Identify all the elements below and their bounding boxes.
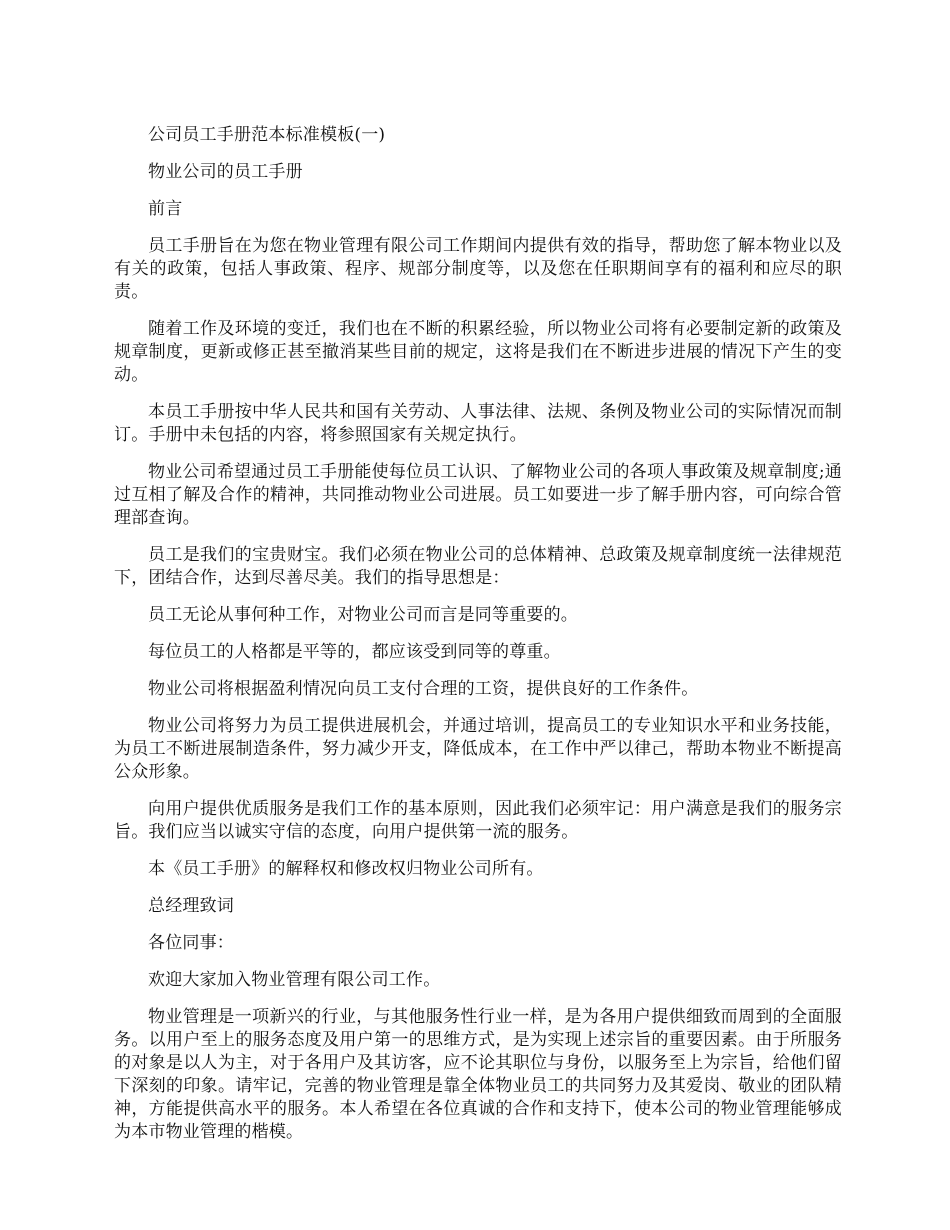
- paragraph: 物业公司将根据盈利情况向员工支付合理的工资，提供良好的工作条件。: [148, 679, 699, 699]
- paragraph: 物业公司希望通过员工手册能使每位员工认识、了解物业公司的各项人事政策及规章制度;通过互相了解及合作的精神，共同推动物业公司进展。员工如要进一步了解手册内容，可向综合管理部查询。: [114, 462, 842, 528]
- paragraph: 欢迎大家加入物业管理有限公司工作。: [148, 970, 441, 990]
- paragraph: 本《员工手册》的解释权和修改权归物业公司所有。: [148, 859, 544, 879]
- paragraph: 向用户提供优质服务是我们工作的基本原则，因此我们必须牢记：用户满意是我们的服务宗旨。我们应当以诚实守信的态度，向用户提供第一流的服务。: [114, 799, 842, 842]
- paragraph: 随着工作及环境的变迁，我们也在不断的积累经验，所以物业公司将有必要制定新的政策及规章制度，更新或修正甚至撤消某些目前的规定，这将是我们在不断进步进展的情况下产生的变动。: [114, 319, 842, 385]
- paragraph: 员工手册旨在为您在物业管理有限公司工作期间内提供有效的指导，帮助您了解本物业以及有关的政策，包括人事政策、程序、规部分制度等，以及您在任职期间享有的福利和应尽的职责。: [114, 236, 842, 302]
- paragraph: 员工无论从事何种工作，对物业公司而言是同等重要的。: [148, 605, 578, 625]
- section-heading-gm-address: 总经理致词: [148, 896, 234, 916]
- document-title: 公司员工手册范本标准模板(一): [148, 125, 386, 145]
- paragraph: 员工是我们的宝贵财宝。我们必须在物业公司的总体精神、总政策及规章制度统一法律规范下，团结合作，达到尽善尽美。我们的指导思想是：: [114, 545, 842, 588]
- salutation: 各位同事：: [148, 933, 234, 953]
- paragraph: 每位员工的人格都是平等的，都应该受到同等的尊重。: [148, 642, 561, 662]
- document-body: [114, 124, 842, 1158]
- section-heading-preface: 前言: [148, 199, 183, 219]
- paragraph: 物业公司将努力为员工提供进展机会，并通过培训，提高员工的专业知识水平和业务技能，为员工不断进展制造条件，努力减少开支，降低成本，在工作中严以律己，帮助本物业不断提高公众形象。: [114, 716, 842, 782]
- paragraph: 本员工手册按中华人民共和国有关劳动、人事法律、法规、条例及物业公司的实际情况而制订。手册中未包括的内容，将参照国家有关规定执行。: [114, 402, 842, 445]
- paragraph: 物业管理是一项新兴的行业，与其他服务性行业一样，是为各用户提供细致而周到的全面服务。以用户至上的服务态度及用户第一的思维方式，是为实现上述宗旨的重要因素。由于所服务的对象是以人为主，对于各用户及其访客，应不论其职位与身份，以服务至上为宗旨，给他们留下深刻的印象。请牢记，完善的物业管理是靠全体物业员工的共同努力及其爱岗、敬业的团队精神，方能提供高水平的服务。本人希望在各位真诚的合作和支持下，使本公司的物业管理能够成为本市物业管理的楷模。: [114, 1007, 842, 1142]
- document-subtitle: 物业公司的员工手册: [148, 162, 303, 182]
